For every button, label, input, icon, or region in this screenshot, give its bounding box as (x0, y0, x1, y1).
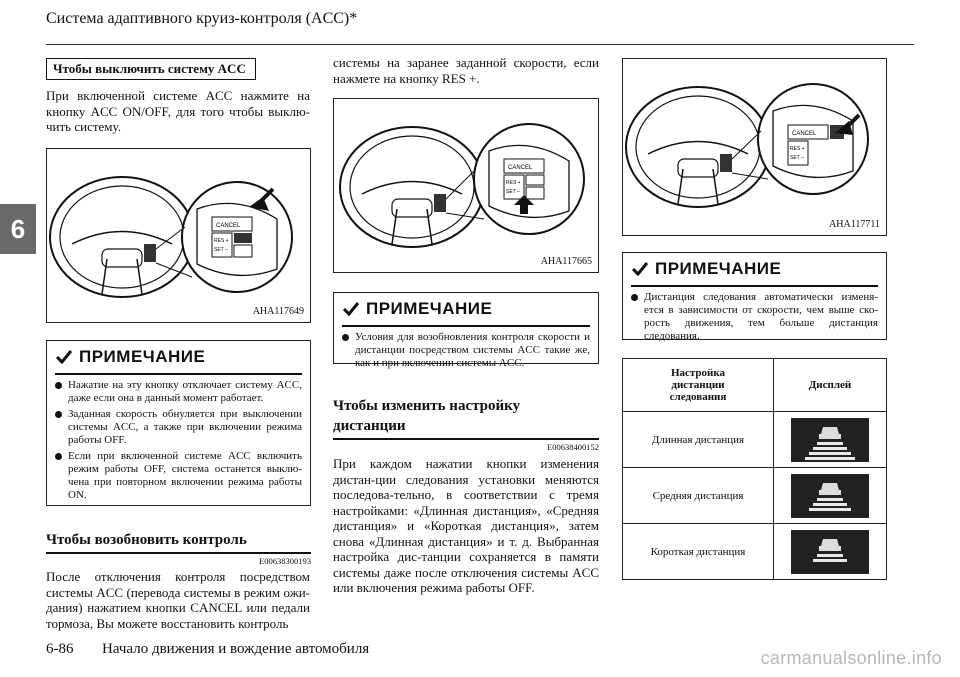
note-item: Условия для возобновления контроля скорости и дистанции посредством системы ACC такие же, как и при включении системы ACC. (342, 331, 590, 370)
note-title: ПРИМЕЧАНИЕ (366, 299, 493, 318)
cancel-label: CANCEL (508, 165, 533, 171)
note-box-2 (333, 292, 599, 369)
figure-distance-button (622, 58, 887, 236)
display-graphic (791, 530, 869, 574)
steering-wheel-illustration (334, 99, 598, 272)
note-item: Дистанция следования автоматически изменя-ется в зависимости от скорости, чем выше ско-рость движения, тем больше дистанция следования. (631, 291, 878, 343)
section-rule (333, 438, 599, 440)
table-row (623, 468, 887, 524)
table-row (623, 412, 887, 468)
heading-line: Чтобы изменить настройку (333, 398, 521, 414)
figure-res-button (333, 98, 599, 273)
car-icon (819, 483, 841, 495)
distance-display (791, 418, 869, 462)
resume-continued-paragraph: системы на заранее заданной скорости, если нажмете на кнопку RES +. (333, 55, 599, 86)
car-icon (819, 539, 841, 551)
resume-section-heading: Чтобы возобновить контроль (46, 532, 247, 548)
distance-paragraph: При каждом нажатии кнопки изменения дистан-ции следования установки меняются последова-тельно, в соответствии с тремя настройками: «Длинная дистанция», «Средняя дистанция» и «Короткая дистанция», затем снова «Длинная дистанция» и т. д. Выбранная настройка дис-танции сохраняется в памяти системы даже после отключения системы ACC или включения режима работы OFF. (333, 456, 599, 595)
note-rule (55, 373, 302, 375)
turn-off-heading-box: Чтобы выключить систему ACC (46, 58, 256, 80)
note-title: ПРИМЕЧАНИЕ (655, 259, 782, 278)
note-title: ПРИМЕЧАНИЕ (79, 347, 206, 366)
note-box-3 (622, 252, 887, 340)
res-label: RES + (214, 238, 229, 244)
row-label: Короткая дистанция (623, 524, 774, 580)
set-label: SET – (790, 155, 804, 161)
header-display: Дисплей (774, 359, 887, 412)
checkmark-icon (631, 260, 649, 278)
distance-display (791, 530, 869, 574)
distance-bar (813, 447, 847, 450)
res-label: RES + (506, 180, 521, 186)
header-rule (46, 44, 914, 45)
distance-bar (805, 457, 855, 460)
display-graphic (791, 474, 869, 518)
chapter-tab[interactable]: 6 (0, 204, 36, 254)
distance-bar (813, 503, 847, 506)
steering-wheel-illustration (623, 59, 886, 235)
note-box-1 (46, 340, 311, 506)
distance-settings-table (622, 358, 887, 580)
checkmark-icon (342, 300, 360, 318)
car-icon (819, 427, 841, 439)
distance-bar (813, 559, 847, 562)
figure-code: AHA117711 (829, 219, 880, 230)
section-code: E00638400152 (547, 442, 599, 452)
note-item: Заданная скорость обнуляется при выключении системы ACC, а также при включении режима работы OFF. (55, 408, 302, 447)
note-item: Если при включенной системе ACC включить режим работы OFF, система останется выклю-чена при повторном включении режима работы ON. (55, 450, 302, 502)
footer-chapter-title: Начало движения и вождение автомобиля (102, 641, 370, 657)
distance-bar (809, 452, 851, 455)
distance-bar (817, 442, 843, 445)
distance-bar (817, 554, 843, 557)
section-rule (46, 552, 311, 554)
turn-off-paragraph: При включенной системе ACC нажмите на кнопку ACC ON/OFF, для того чтобы выклю-чить систему. (46, 88, 310, 134)
watermark: carmanualsonline.info (760, 648, 942, 668)
resume-paragraph: После отключения контроля посредством системы ACC (перевода системы в режим ожи-дания) нажатием кнопки CANCEL или педали тормоза, Вы можете восстановить контроль (46, 569, 310, 631)
set-label: SET – (506, 189, 520, 195)
note-rule (342, 325, 590, 327)
table-row (623, 524, 887, 580)
distance-section-heading (333, 396, 599, 436)
figure-acc-onoff (46, 148, 311, 323)
distance-display (791, 474, 869, 518)
distance-bar (817, 498, 843, 501)
display-graphic (791, 418, 869, 462)
row-label: Средняя дистанция (623, 468, 774, 524)
page-number: 6-86 (46, 641, 74, 657)
heading-line: дистанции (333, 418, 406, 434)
section-code: E00638300193 (259, 556, 311, 566)
res-label: RES + (790, 146, 805, 152)
cancel-label: CANCEL (216, 223, 241, 229)
figure-code: AHA117665 (540, 256, 592, 267)
checkmark-icon (55, 348, 73, 366)
cancel-label: CANCEL (792, 131, 817, 137)
running-header-title: Система адаптивного круиз-контроля (ACC)* (46, 10, 358, 27)
set-label: SET – (214, 247, 228, 253)
row-label: Длинная дистанция (623, 412, 774, 468)
note-rule (631, 285, 878, 287)
header-setting: Настройка дистанции следования (623, 359, 774, 412)
table-header-row (623, 359, 887, 412)
steering-wheel-illustration (47, 149, 310, 322)
note-item: Нажатие на эту кнопку отключает систему ACC, даже если она в данный момент работает. (55, 379, 302, 405)
figure-code: AHA117649 (252, 306, 304, 317)
distance-bar (809, 508, 851, 511)
